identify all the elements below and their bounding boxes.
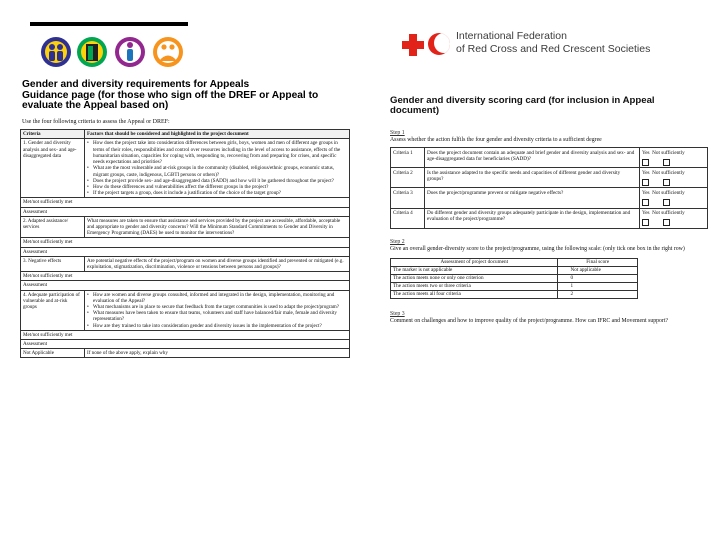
criterion-2-assessment: Assessment: [21, 247, 350, 256]
ifrc-name: [456, 30, 650, 56]
step-3: [390, 311, 708, 325]
list-item: • How are they trained to take into consideration gender and diversity issues in the implementation of the project?: [87, 323, 347, 329]
header-criteria: Criteria: [21, 130, 85, 139]
criteria-1-not-label: Not sufficiently: [652, 149, 685, 156]
list-item: • How does the project take into consideration differences between girls, boys, women and men of different age groups in terms of their roles, responsibilities and control over resources including in the level of access to assistance, effects of the humanitarian situation, capacities for coping with, responding to, recovering from and preparing for crises, and specific needs expectations and priorities?: [87, 140, 347, 165]
criteria-3-not-checkbox[interactable]: [663, 199, 670, 206]
list-item: • What measures have been taken to ensure that teams, volunteers and staff have balanced/fair male, female and diversity representation?: [87, 310, 347, 322]
criteria-2-checkboxes: [642, 179, 705, 186]
scale-row-3-text: The action meets two or three criteria: [391, 282, 558, 290]
criteria-3-name: Criteria 3: [391, 188, 425, 208]
scale-header-assessment: Assessment of project document: [391, 258, 558, 266]
list-item: • What mechanisms are in place to secure that feedback from the target communities is used to adapt the project/program?: [87, 304, 347, 310]
scoring-card-document: [390, 96, 708, 426]
criteria-3-question: Does the project/programme prevent or mitigate negative effects?: [425, 188, 640, 208]
criteria-4-yes-checkbox[interactable]: [642, 219, 649, 226]
not-applicable-label: Not Applicable: [21, 349, 85, 358]
criteria-2-not-label: Not sufficiently: [652, 169, 685, 176]
list-item: • Does the project provide sex- and age-disaggregated data (SADD) and how will it be gathered throughout the project?: [87, 178, 347, 184]
criterion-1-assessment: Assessment: [21, 207, 350, 216]
table-row: [391, 274, 638, 282]
criteria-2-yes-label: Yes: [642, 169, 650, 176]
scoring-table: [390, 147, 708, 229]
criteria-3-checkboxes: [642, 199, 705, 206]
criteria-3-yes-label: Yes: [642, 189, 650, 196]
guidance-intro: Use the four following criteria to assess the Appeal or DREF:: [22, 118, 170, 125]
criterion-2-factors: What measures are taken to ensure that assistance and services provided by the project are accessible, affordable, acceptable and appropriate to gender and diversity concerns? Will the Minimum Standard Commitments to Gender and Diversity in Emergency Programming (DAES) be used to monitor the interventions?: [85, 216, 350, 238]
guidance-title: [22, 80, 350, 112]
criteria-3-not-label: Not sufficiently: [652, 189, 685, 196]
step-3-label: Step 3: [390, 310, 405, 317]
criteria-2-name: Criteria 2: [391, 168, 425, 188]
scale-table: [390, 258, 638, 299]
family-logo: [153, 37, 183, 67]
table-row: [391, 266, 638, 274]
criteria-2-options: [640, 168, 708, 188]
criteria-4-name: Criteria 4: [391, 208, 425, 228]
list-item: • If the project targets a group, does it include a justification of the choice of the target group?: [87, 190, 347, 196]
not-applicable-row: [21, 349, 350, 358]
table-row: [391, 168, 708, 188]
step-3-text: Comment on challenges and how to improve quality of the project/programme. How can IFRC and Movement support?: [390, 317, 669, 324]
criterion-1-row: [21, 139, 350, 198]
step-2-label: Step 2: [390, 238, 405, 245]
criterion-3-label: 3. Negative effects: [21, 256, 85, 271]
table-row: [391, 188, 708, 208]
criterion-4-met: Met/not sufficiently met: [21, 330, 350, 339]
step-1-label: Step 1: [390, 130, 405, 136]
people-logo: [41, 37, 71, 67]
criteria-1-options: [640, 148, 708, 168]
criteria-1-name: Criteria 1: [391, 148, 425, 168]
criteria-table: [20, 129, 350, 358]
criterion-2-met: Met/not sufficiently met: [21, 238, 350, 247]
table-row: [391, 290, 638, 298]
criteria-2-yes-checkbox[interactable]: [642, 179, 649, 186]
ifrc-logo: [398, 30, 698, 60]
criteria-3-yes-checkbox[interactable]: [642, 199, 649, 206]
scale-header-row: [391, 258, 638, 266]
criterion-2-label: 2. Adapted assistance/ services: [21, 216, 85, 238]
title-line-1: Gender and diversity requirements for Appeals: [22, 79, 250, 90]
guidance-document: [20, 80, 350, 520]
scoring-title-line-2: document): [390, 105, 440, 116]
list-item: • How do these differences and vulnerabilities affect the different groups in the project?: [87, 184, 347, 190]
partner-logos-graphic: [38, 34, 188, 70]
criteria-1-yes-label: Yes: [642, 149, 650, 156]
criteria-4-checkboxes: [642, 219, 705, 226]
criterion-3-row: [21, 256, 350, 271]
criteria-header-row: [21, 130, 350, 139]
step-2-text: Give an overall gender-diversity score to the project/programme, using the following scale: (only tick one box in the right row): [390, 245, 685, 252]
criterion-2-row: [21, 216, 350, 238]
ifrc-name-line2: of Red Cross and Red Crescent Societies: [456, 43, 651, 55]
criterion-1-label: 1. Gender and diversity analysis and sex- and age-disaggregated data: [21, 139, 85, 198]
criteria-4-not-checkbox[interactable]: [663, 219, 670, 226]
criterion-1-met: Met/not sufficiently met: [21, 198, 350, 207]
step-2: [390, 239, 708, 253]
criteria-3-options: [640, 188, 708, 208]
scale-row-2-score: 0: [558, 274, 638, 282]
table-row: [391, 208, 708, 228]
partner-logo-row: [38, 34, 188, 70]
criteria-1-checkboxes: [642, 159, 705, 166]
not-applicable-text: If none of the above apply, explain why: [85, 349, 350, 358]
scale-row-1-score: Not applicable: [558, 266, 638, 274]
criterion-3-factors: Are potential negative effects of the project/program on women and diverse groups identified and prevented or mitigated (e.g. exploitation, stigmatization, discrimination, violence or tensions between persons and groups)?: [85, 256, 350, 271]
step-1: [390, 130, 708, 144]
criteria-1-not-checkbox[interactable]: [663, 159, 670, 166]
table-row: [391, 282, 638, 290]
criteria-2-question: Is the assistance adapted to the specific needs and capacities of different gender and diversity groups?: [425, 168, 640, 188]
scoring-card-title: [390, 96, 708, 116]
figure-logo: [115, 37, 145, 67]
scale-header-score: Final score: [558, 258, 638, 266]
title-line-3: evaluate the Appeal based on): [22, 100, 169, 112]
criterion-4-row: [21, 290, 350, 330]
criteria-4-question: Do different gender and diversity groups adequately participate in the design, implementation and evaluation of the project/programme?: [425, 208, 640, 228]
header-factors: Factors that should be considered and highlighted in the project document: [85, 130, 350, 139]
criteria-4-options: [640, 208, 708, 228]
criterion-1-factors: [85, 139, 350, 198]
step-1-text: Assess whether the action fulfils the four gender and diversity criteria to a sufficient degree: [390, 137, 602, 143]
criteria-4-yes-label: Yes: [642, 210, 650, 217]
scale-row-2-text: The action meets none or only one criterion: [391, 274, 558, 282]
door-logo: [77, 37, 107, 67]
criteria-4-not-label: Not sufficiently: [652, 210, 685, 217]
scoring-title-line-1: Gender and diversity scoring card (for inclusion in Appeal: [390, 95, 655, 106]
criteria-1-yes-checkbox[interactable]: [642, 159, 649, 166]
scale-row-1-text: The marker is not applicable: [391, 266, 558, 274]
ifrc-name-line1: International Federation: [456, 30, 567, 42]
criteria-2-not-checkbox[interactable]: [663, 179, 670, 186]
list-item: • How are women and diverse groups consulted, informed and integrated in the design, implementation, monitoring and evaluation of the Appeal?: [87, 292, 347, 304]
criteria-1-question: Does the project document contain an adequate and brief gender and diversity analysis and sex- and age-disaggregated data for beneficiaries (SADD)?: [425, 148, 640, 168]
scale-row-4-text: The action meets all four criteria: [391, 290, 558, 298]
scale-row-3-score: 1: [558, 282, 638, 290]
criterion-4-factors: [85, 290, 350, 330]
red-crescent-icon: [428, 33, 450, 55]
title-line-2: Guidance page (for those who sign off the DREF or Appeal to: [22, 89, 319, 101]
criterion-3-assessment: Assessment: [21, 281, 350, 290]
criterion-3-met: Met/not sufficiently met: [21, 272, 350, 281]
criterion-4-assessment: Assessment: [21, 339, 350, 348]
table-row: [391, 148, 708, 168]
scale-row-4-score: 2: [558, 290, 638, 298]
red-cross-icon: [402, 34, 424, 56]
list-item: • What are the most vulnerable and at-risk groups in the community (disabled, religious/ethnic groups, economic status, migrant groups, caste, indigenous, LGBTI persons or others)?: [87, 165, 347, 177]
criterion-4-label: 4. Adequate participation of vulnerable and at-risk groups: [21, 290, 85, 330]
top-rule: [30, 22, 188, 26]
